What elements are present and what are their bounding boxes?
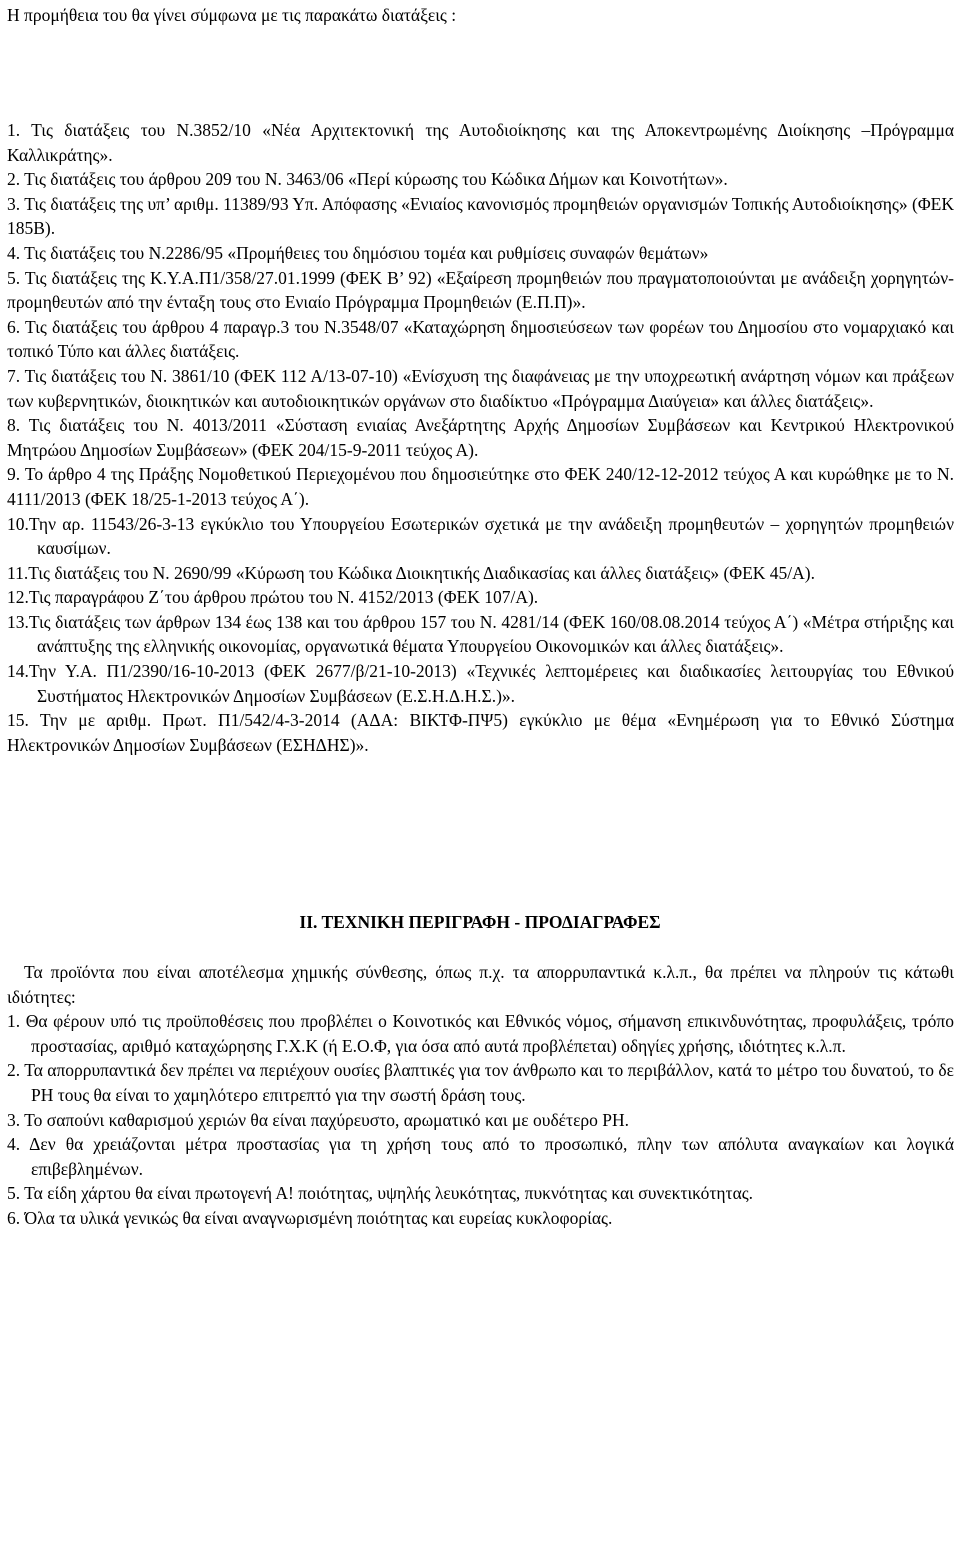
list-item: 4. Τις διατάξεις του Ν.2286/95 «Προμήθειες του δημόσιου τομέα και ρυθμίσεις συναφών θεμάτων»: [7, 242, 709, 263]
list-item: 4. Δεν θα χρειάζονται μέτρα προστασίας για τη χρήση τους από το προσωπικό, πλην των απόλυτα αναγκαίων και λογικά επιβεβλημένων.: [7, 1134, 954, 1179]
list-item: 6. Όλα τα υλικά γενικώς θα είναι αναγνωρισμένη ποιότητας και ευρείας κυκλοφορίας.: [7, 1207, 613, 1228]
provisions-list: [7, 118, 954, 757]
list-item: 8. Τις διατάξεις του Ν. 4013/2011 «Σύσταση ενιαίας Ανεξάρτητης Αρχής Δημοσίων Συμβάσεων και Κεντρικού Ηλεκτρονικού Μητρώου Δημοσίων Συμβάσεων» (ΦΕΚ 204/15-9-2011 τεύχος Α).: [7, 415, 954, 460]
list-item: 9. Το άρθρο 4 της Πράξης Νομοθετικού Περιεχομένου που δημοσιεύτηκε στο ΦΕΚ 240/12-12-2012 τεύχος Α και κυρώθηκε με το Ν. 4111/2013 (ΦΕΚ 18/25-1-2013 τεύχος Α΄).: [7, 464, 954, 509]
list-item: 11.Τις διατάξεις του Ν. 2690/99 «Κύρωση του Κώδικα Διοικητικής Διαδικασίας και άλλες διατάξεις» (ΦΕΚ 45/Α).: [7, 562, 815, 583]
list-item: 3. Το σαπούνι καθαρισμού χεριών θα είναι παχύρευστο, αρωματικό και με ουδέτερο PH.: [7, 1109, 630, 1130]
list-item: 13.Τις διατάξεις των άρθρων 134 έως 138 και του άρθρου 157 του Ν. 4281/14 (ΦΕΚ 160/08.08.2014 τεύχος Α΄) «Μέτρα στήριξης και ανάπτυξης της ελληνικής οικονομίας, οργανωτικά θέματα Υπουργείου Οικονομικών και άλλες διατάξεις».: [7, 611, 954, 657]
technical-specifications: [7, 960, 954, 1231]
list-item: 2. Τα απορρυπαντικά δεν πρέπει να περιέχουν ουσίες βλαπτικές για τον άνθρωπο και το περιβάλλον, κατά το μέτρο του δυνατού, το δε PH τους θα είναι το χαμηλότερο επιτρεπτό για την σωστή δράση τους.: [7, 1060, 954, 1105]
list-item: 15. Την με αριθμ. Πρωτ. Π1/542/4-3-2014 (ΑΔΑ: ΒΙΚΤΦ-ΠΨ5) εγκύκλιο με θέμα «Ενημέρωση για το Εθνικό Σύστημα Ηλεκτρονικών Δημοσίων Συμβάσεων (ΕΣΗΔΗΣ)».: [7, 710, 954, 755]
section-heading: ΙΙ. ΤΕΧΝΙΚΗ ΠΕΡΙΓΡΑΦΗ - ΠΡΟΔΙΑΓΡΑΦΕΣ: [299, 912, 661, 932]
list-item: 14.Την Υ.Α. Π1/2390/16-10-2013 (ΦΕΚ 2677/β/21-10-2013) «Τεχνικές λεπτομέρειες και διαδικασίες λειτουργίας του Εθνικού Συστήματος Ηλεκτρονικών Δημοσίων Συμβάσεων (Ε.Σ.Η.Δ.Η.Σ.)».: [7, 661, 954, 706]
section-intro: Τα προϊόντα που είναι αποτέλεσμα χημικής σύνθεσης, όπως π.χ. τα απορρυπαντικά κ.λ.π., θα πρέπει να πληρούν τις κάτωθι ιδιότητες:: [7, 962, 954, 1007]
specifications-list: [7, 1009, 954, 1230]
list-item: 1. Θα φέρουν υπό τις προϋποθέσεις που προβλέπει ο Κοινοτικός και Εθνικός νόμος, σήμανση επικινδυνότητας, προφυλάξεις, τρόπο προστασίας, αριθμό καταχώρησης Γ.Χ.Κ (ή Ε.Ο.Φ, για όσα από αυτά προβλέπεται) οδηγίες χρήσης, ιδιότητες κ.λ.π.: [7, 1011, 954, 1056]
list-item: 2. Τις διατάξεις του άρθρου 209 του Ν. 3463/06 «Περί κύρωσης του Κώδικα Δήμων και Κοινοτήτων».: [7, 169, 728, 190]
list-item: 10.Την αρ. 11543/26-3-13 εγκύκλιο του Υπουργείου Εσωτερικών σχετικά με την ανάδειξη προμηθευτών – χορηγητών προμηθειών καυσίμων.: [7, 513, 954, 559]
list-item: 3. Τις διατάξεις της υπ’ αριθμ. 11389/93 Υπ. Απόφασης «Ενιαίος κανονισμός προμηθειών οργανισμών Τοπικής Αυτοδιοίκησης» (ΦΕΚ 185Β).: [7, 193, 954, 239]
list-item: 1. Τις διατάξεις του Ν.3852/10 «Νέα Αρχιτεκτονική της Αυτοδιοίκησης και της Αποκεντρωμένης Διοίκησης –Πρόγραμμα Καλλικράτης».: [7, 120, 954, 165]
list-item: 12.Τις παραγράφου Ζ΄του άρθρου πρώτου του Ν. 4152/2013 (ΦΕΚ 107/Α).: [7, 587, 539, 608]
list-item: 5. Τα είδη χάρτου θα είναι πρωτογενή Α! ποιότητας, υψηλής λευκότητας, πυκνότητας και συνεκτικότητας.: [7, 1183, 754, 1204]
list-item: 6. Τις διατάξεις του άρθρου 4 παραγρ.3 του Ν.3548/07 «Καταχώρηση δημοσιεύσεων των φορέων του Δημοσίου στο νομαρχιακό και τοπικό Τύπο και άλλες διατάξεις.: [7, 316, 954, 362]
intro-text: Η προμήθεια του θα γίνει σύμφωνα με τις παρακάτω διατάξεις :: [7, 5, 457, 25]
list-item: 7. Τις διατάξεις του Ν. 3861/10 (ΦΕΚ 112 Α/13-07-10) «Ενίσχυση της διαφάνειας με την υποχρεωτική ανάρτηση νόμων και πράξεων των κυβερνητικών, διοικητικών και αυτοδιοικητικών οργάνων στο διαδίκτυο «Πρόγραμμα Διαύγεια» και άλλες διατάξεις».: [7, 365, 954, 411]
list-item: 5. Τις διατάξεις της Κ.Υ.Α.Π1/358/27.01.1999 (ΦΕΚ Β’ 92) «Εξαίρεση προμηθειών που πραγματοποιούνται με ανάδειξη χορηγητών-προμηθευτών από την ένταξη τους στο Ενιαίο Πρόγραμμα Προμηθειών (Ε.Π.Π)».: [7, 267, 954, 313]
